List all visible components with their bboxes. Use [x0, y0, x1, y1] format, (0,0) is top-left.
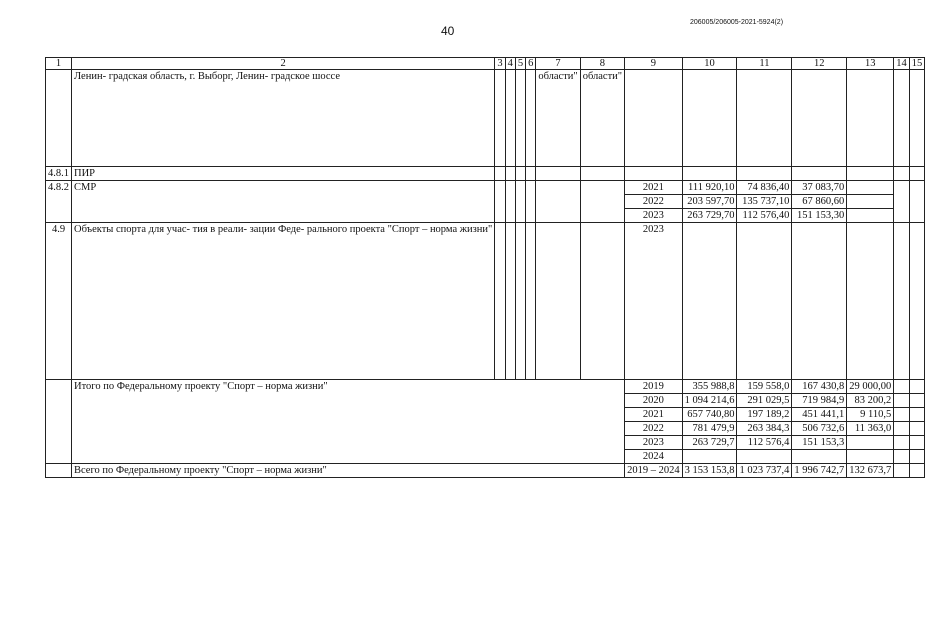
table-row	[46, 380, 925, 394]
document-id: 206005/206005-2021-5924(2)	[690, 19, 784, 26]
table-row	[46, 167, 925, 181]
value-cell: 67 860,60	[792, 195, 847, 209]
value-cell	[792, 450, 847, 464]
value-cell: 291 029,5	[737, 394, 792, 408]
cell-col8: области"	[580, 70, 624, 167]
value-cell: 112 576,40	[737, 209, 792, 223]
value-cell: 263 384,3	[737, 422, 792, 436]
value-cell	[847, 195, 894, 209]
value-cell: 203 597,70	[682, 195, 737, 209]
value-cell: 1 094 214,6	[682, 394, 737, 408]
year-cell: 2023	[625, 436, 683, 450]
col-header: 1	[46, 58, 72, 70]
value-cell: 132 673,7	[847, 464, 894, 478]
row-name: Объекты спорта для учас- тия в реали- зации Феде- рального проекта "Спорт – норма жизни"	[72, 223, 495, 380]
col-header: 9	[625, 58, 683, 70]
value-cell: 3 153 153,8	[682, 464, 737, 478]
page-number: 40	[441, 24, 455, 38]
cell-col7: области"	[536, 70, 580, 167]
col-header: 5	[515, 58, 525, 70]
table-row	[46, 181, 925, 195]
table-row	[46, 464, 925, 478]
value-cell: 135 737,10	[737, 195, 792, 209]
col-header: 10	[682, 58, 737, 70]
year-cell: 2023	[625, 209, 683, 223]
col-header: 11	[737, 58, 792, 70]
value-cell: 719 984,9	[792, 394, 847, 408]
row-name: СМР	[72, 181, 495, 223]
col-header: 14	[894, 58, 910, 70]
value-cell	[847, 450, 894, 464]
year-cell: 2021	[625, 181, 683, 195]
object-location: Ленин- градская область, г. Выборг, Ленин- градское шоссе	[72, 70, 495, 167]
table-row	[46, 70, 925, 167]
value-cell: 74 836,40	[737, 181, 792, 195]
value-cell: 263 729,70	[682, 209, 737, 223]
row-number: 4.8.2	[46, 181, 72, 223]
row-number: 4.8.1	[46, 167, 72, 181]
itogo-label: Итого по Федеральному проекту "Спорт – норма жизни"	[72, 380, 625, 464]
value-cell: 451 441,1	[792, 408, 847, 422]
value-cell: 781 479,9	[682, 422, 737, 436]
value-cell: 9 110,5	[847, 408, 894, 422]
value-cell: 159 558,0	[737, 380, 792, 394]
year-cell: 2020	[625, 394, 683, 408]
value-cell: 151 153,3	[792, 436, 847, 450]
col-header: 2	[72, 58, 495, 70]
value-cell: 506 732,6	[792, 422, 847, 436]
col-header: 8	[580, 58, 624, 70]
row-name: ПИР	[72, 167, 495, 181]
value-cell: 37 083,70	[792, 181, 847, 195]
year-cell: 2023	[625, 223, 683, 380]
value-cell	[847, 436, 894, 450]
value-cell: 111 920,10	[682, 181, 737, 195]
value-cell	[737, 450, 792, 464]
year-cell: 2019 – 2024	[625, 464, 683, 478]
value-cell	[682, 450, 737, 464]
row-number: 4.9	[46, 223, 72, 380]
year-cell: 2021	[625, 408, 683, 422]
value-cell: 167 430,8	[792, 380, 847, 394]
value-cell: 355 988,8	[682, 380, 737, 394]
col-header: 7	[536, 58, 580, 70]
year-cell: 2022	[625, 422, 683, 436]
col-header: 4	[505, 58, 515, 70]
value-cell	[847, 209, 894, 223]
table-row	[46, 223, 925, 380]
value-cell: 1 996 742,7	[792, 464, 847, 478]
vsego-label: Всего по Федеральному проекту "Спорт – норма жизни"	[72, 464, 625, 478]
column-number-row	[46, 58, 925, 70]
value-cell: 112 576,4	[737, 436, 792, 450]
year-cell: 2022	[625, 195, 683, 209]
value-cell: 151 153,30	[792, 209, 847, 223]
value-cell: 263 729,7	[682, 436, 737, 450]
col-header: 12	[792, 58, 847, 70]
value-cell: 1 023 737,4	[737, 464, 792, 478]
value-cell	[847, 181, 894, 195]
value-cell: 197 189,2	[737, 408, 792, 422]
col-header: 13	[847, 58, 894, 70]
value-cell: 29 000,00	[847, 380, 894, 394]
year-cell: 2024	[625, 450, 683, 464]
value-cell: 11 363,0	[847, 422, 894, 436]
year-cell: 2019	[625, 380, 683, 394]
col-header: 6	[526, 58, 536, 70]
value-cell: 83 200,2	[847, 394, 894, 408]
budget-table	[45, 57, 925, 478]
value-cell: 657 740,80	[682, 408, 737, 422]
col-header: 3	[495, 58, 505, 70]
col-header: 15	[909, 58, 925, 70]
